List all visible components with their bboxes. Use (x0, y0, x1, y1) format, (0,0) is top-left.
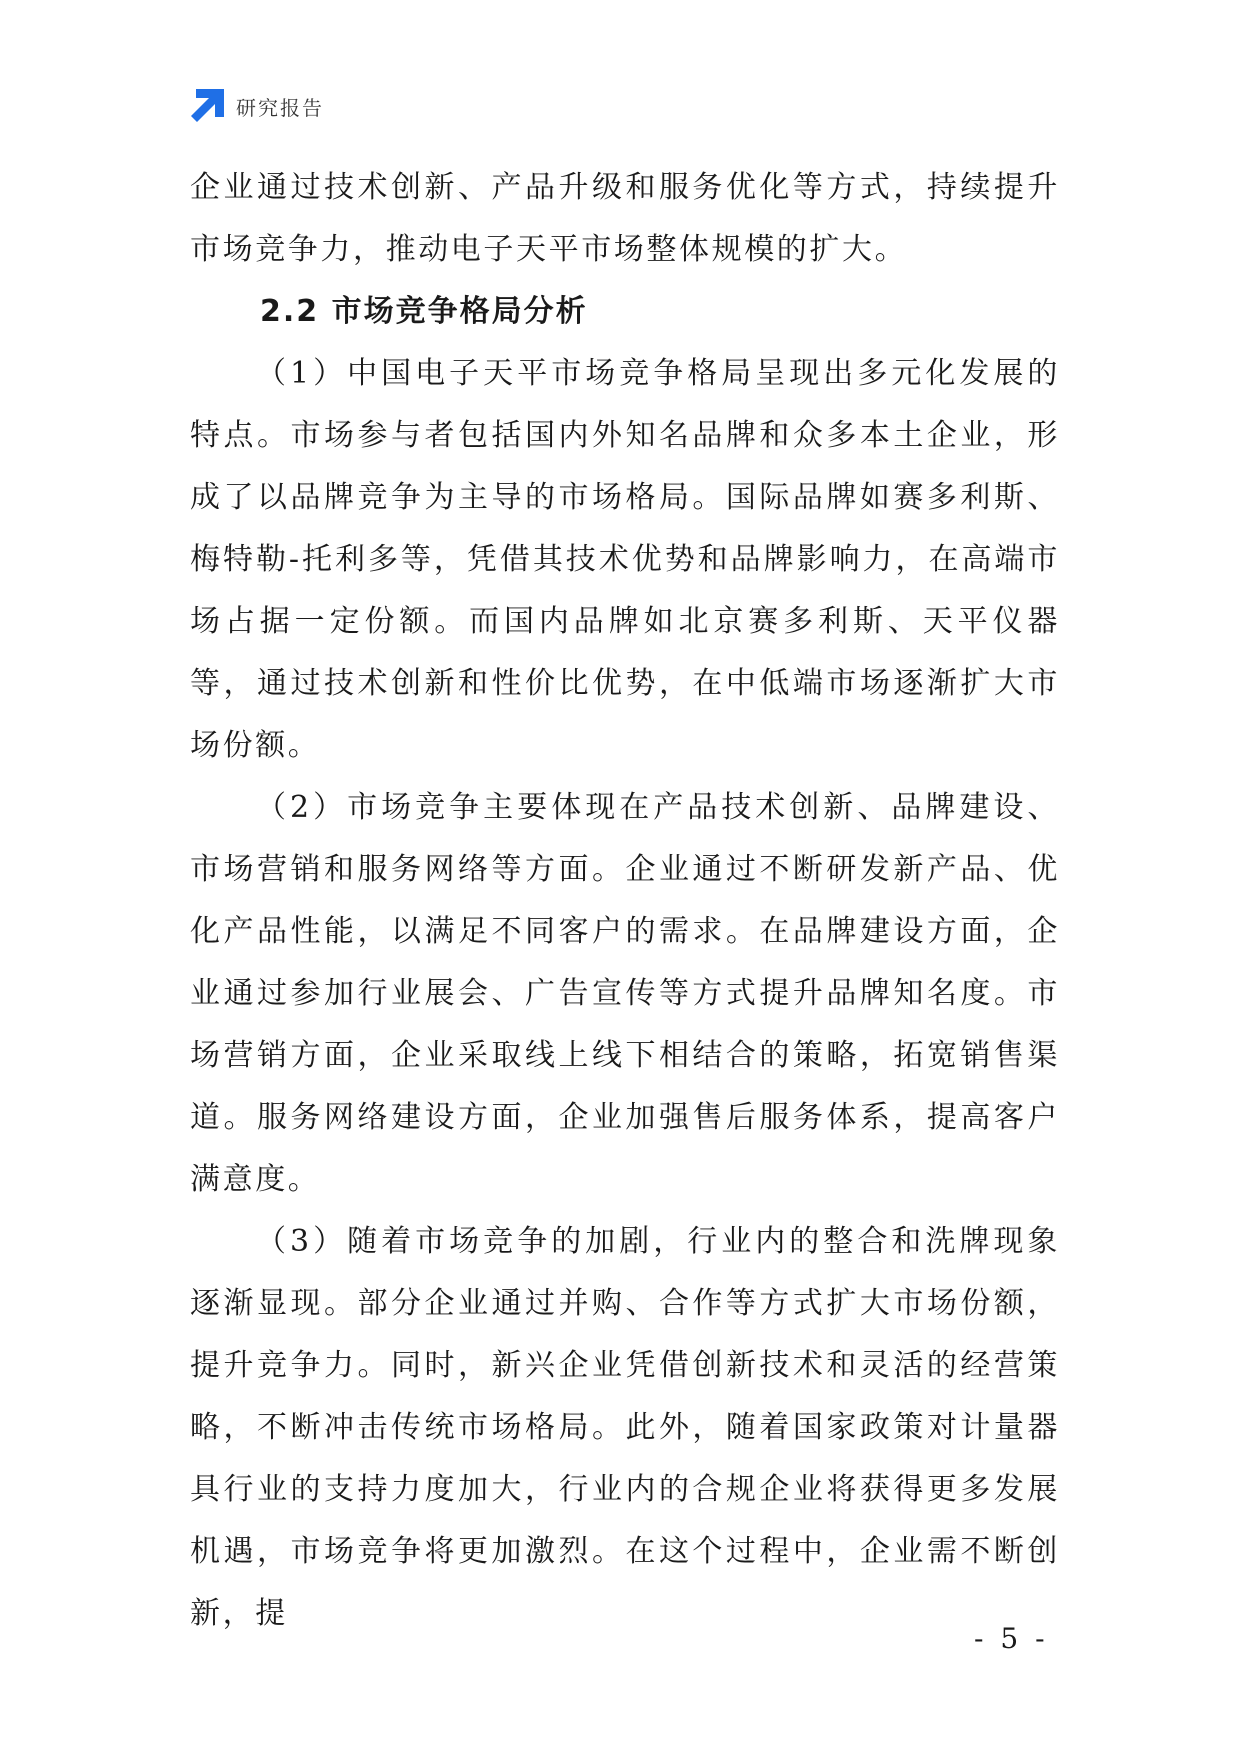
paragraph-1: （1）中国电子天平市场竞争格局呈现出多元化发展的特点。市场参与者包括国内外知名品牌和众多本土企业，形成了以品牌竞争为主导的市场格局。国际品牌如赛多利斯、梅特勒-托利多等，凭借其技术优势和品牌影响力，在高端市场占据一定份额。而国内品牌如北京赛多利斯、天平仪器等，通过技术创新和性价比优势，在中低端市场逐渐扩大市场份额。 (190, 356, 1060, 763)
document-body (190, 157, 1060, 1645)
section-heading: 2.2 市场竞争格局分析 (260, 294, 588, 329)
report-header (190, 88, 324, 124)
header-title: 研究报告 (236, 95, 324, 120)
paragraph-continuation: 企业通过技术创新、产品升级和服务优化等方式，持续提升市场竞争力，推动电子天平市场整体规模的扩大。 (190, 170, 1060, 267)
paragraph-2: （2）市场竞争主要体现在产品技术创新、品牌建设、市场营销和服务网络等方面。企业通过不断研发新产品、优化产品性能，以满足不同客户的需求。在品牌建设方面，企业通过参加行业展会、广告宣传等方式提升品牌知名度。市场营销方面，企业采取线上线下相结合的策略，拓宽销售渠道。服务网络建设方面，企业加强售后服务体系，提高客户满意度。 (190, 790, 1060, 1197)
paragraph-3: （3）随着市场竞争的加剧，行业内的整合和洗牌现象逐渐显现。部分企业通过并购、合作等方式扩大市场份额，提升竞争力。同时，新兴企业凭借创新技术和灵活的经营策略，不断冲击传统市场格局。此外，随着国家政策对计量器具行业的支持力度加大，行业内的合规企业将获得更多发展机遇，市场竞争将更加激烈。在这个过程中，企业需不断创新，提 (190, 1224, 1060, 1631)
arrow-up-right-icon (190, 89, 224, 123)
page-number: - 5 - (974, 1622, 1049, 1655)
